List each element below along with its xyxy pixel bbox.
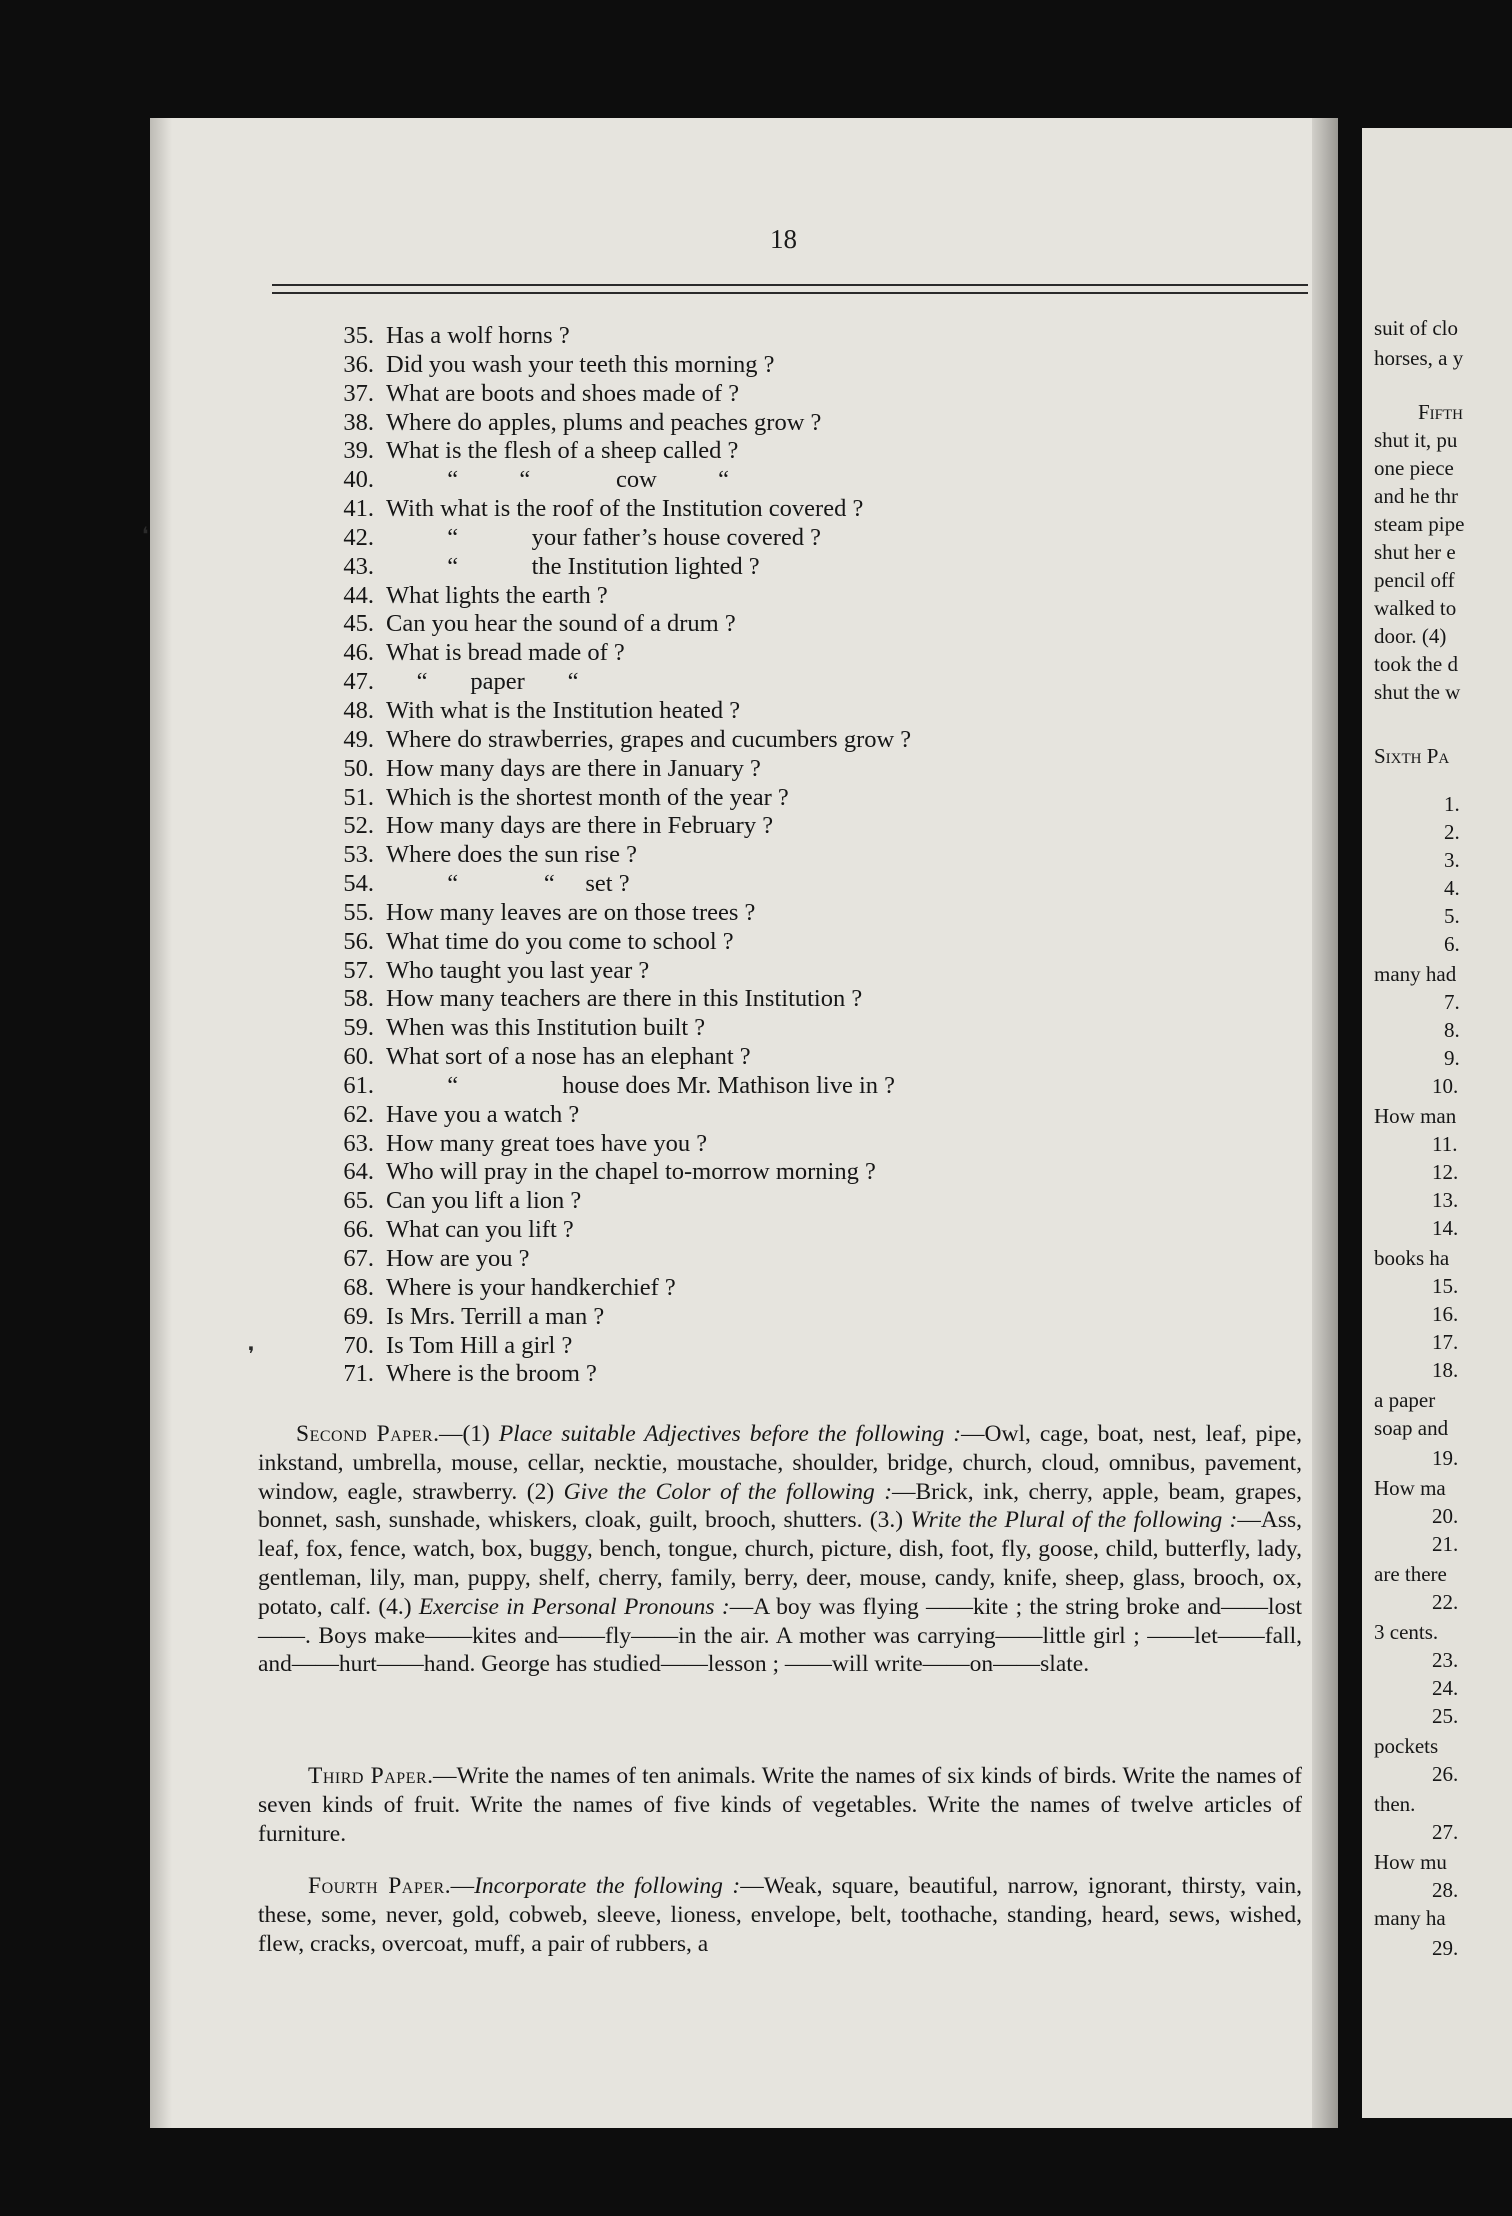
third-paper-text: .—Write the names of ten animals. Write the names of six kinds of birds. Write the names of seven kinds of fruit. Write the names of five kinds of vegetables. Write the names of twelve articles of furniture. xyxy=(258,1763,1302,1847)
right-page-fragment: 16. xyxy=(1432,1302,1459,1326)
right-page-fragment: 24. xyxy=(1432,1676,1459,1700)
right-page-fragment: 21. xyxy=(1432,1532,1459,1556)
question-number: 46. xyxy=(343,639,374,667)
question-item xyxy=(318,466,1318,495)
right-page-fragment: 25. xyxy=(1432,1704,1459,1728)
second-paper-text-2: —Brick, ink, cherry, apple, beam, grapes, bonnet, sash, sunshade, whiskers, cloak, guilt, brooch, shutters. (3.) xyxy=(258,1478,1302,1534)
question-text: How many days are there in February ? xyxy=(386,812,774,840)
right-page-fragment: many had xyxy=(1374,962,1457,986)
question-item xyxy=(318,899,1318,928)
right-page-fragment: 18. xyxy=(1432,1358,1459,1382)
question-text: Have you a watch ? xyxy=(386,1100,580,1128)
question-text: Which is the shortest month of the year ? xyxy=(386,783,789,811)
question-number: 48. xyxy=(343,696,374,724)
question-number: 47. xyxy=(343,668,374,696)
question-item xyxy=(318,582,1318,611)
right-page-fragment: one piece xyxy=(1374,456,1454,480)
question-number: 71. xyxy=(343,1360,374,1388)
right-page-fragment: many ha xyxy=(1374,1906,1446,1930)
question-item xyxy=(318,1303,1318,1332)
question-number: 36. xyxy=(343,350,374,378)
right-page-fragment: 3. xyxy=(1444,848,1460,872)
question-number: 56. xyxy=(343,927,374,955)
question-number: 38. xyxy=(343,408,374,436)
right-page-fragment: shut it, pu xyxy=(1374,428,1458,452)
page-number: 18 xyxy=(770,224,797,254)
question-item xyxy=(318,1014,1318,1043)
second-paper-instruction-4: Exercise in Personal Pronouns : xyxy=(418,1593,730,1620)
question-text: What lights the earth ? xyxy=(386,581,608,609)
page-edge-shadow xyxy=(150,118,172,2128)
question-number: 62. xyxy=(343,1100,374,1128)
question-item xyxy=(318,553,1318,582)
right-page-fragment: 11. xyxy=(1432,1132,1458,1156)
question-number: 68. xyxy=(343,1273,374,1301)
question-number: 51. xyxy=(343,783,374,811)
question-item xyxy=(318,1360,1318,1389)
right-page-fragment: 22. xyxy=(1432,1590,1459,1614)
question-item xyxy=(318,1158,1318,1187)
fourth-paper-text: —Weak, square, beautiful, narrow, ignorant, thirsty, vain, these, some, never, gold, cobweb, sleeve, lioness, envelope, belt, toothache, standing, heard, sews, wished, flew, cracks, overcoat, muff, a pair of rubbers, a xyxy=(258,1873,1302,1957)
right-page-fragment: 19. xyxy=(1432,1446,1459,1470)
right-page-fragment: 12. xyxy=(1432,1160,1459,1184)
right-page-fragment: books ha xyxy=(1374,1246,1450,1270)
question-text: What time do you come to school ? xyxy=(386,927,734,955)
question-item xyxy=(318,755,1318,784)
question-item xyxy=(318,1101,1318,1130)
right-page-fragment: 7. xyxy=(1444,990,1460,1014)
question-item xyxy=(318,726,1318,755)
question-item xyxy=(318,351,1318,380)
right-page-fragment: 20. xyxy=(1432,1504,1459,1528)
question-text: When was this Institution built ? xyxy=(386,1014,706,1042)
question-text: “ your father’s house covered ? xyxy=(386,523,821,551)
question-text: Can you lift a lion ? xyxy=(386,1187,582,1215)
question-item xyxy=(318,1245,1318,1274)
question-number: 42. xyxy=(343,523,374,551)
fourth-paper-dash: .— xyxy=(444,1873,475,1899)
question-item xyxy=(318,409,1318,438)
right-page-fragment: walked to xyxy=(1374,596,1457,620)
right-page-fragment: door. (4) xyxy=(1374,624,1447,648)
question-item xyxy=(318,639,1318,668)
question-text: Has a wolf horns ? xyxy=(386,322,570,349)
question-item xyxy=(318,1043,1318,1072)
question-text: What sort of a nose has an elephant ? xyxy=(386,1043,751,1071)
right-page-fragment: 9. xyxy=(1444,1046,1460,1070)
question-number: 66. xyxy=(343,1216,374,1244)
question-text: “ “ cow “ xyxy=(386,466,729,494)
second-paper-paragraph xyxy=(258,1420,1302,1679)
question-item xyxy=(318,1072,1318,1101)
question-text: Where is the broom ? xyxy=(386,1360,597,1388)
question-number: 40. xyxy=(343,466,374,494)
right-page-fragment: and he thr xyxy=(1374,484,1458,508)
right-page-fragment: took the d xyxy=(1374,652,1458,676)
question-text: What is the flesh of a sheep called ? xyxy=(386,437,739,465)
right-page-fragment: 8. xyxy=(1444,1018,1460,1042)
question-text: Where is your handkerchief ? xyxy=(386,1273,676,1301)
question-item xyxy=(318,1187,1318,1216)
question-number: 55. xyxy=(343,898,374,926)
right-page-fragment: 17. xyxy=(1432,1330,1459,1354)
question-text: Is Tom Hill a girl ? xyxy=(386,1331,573,1359)
right-page-fragment: 4. xyxy=(1444,876,1460,900)
header-rule-top xyxy=(272,284,1308,286)
question-item xyxy=(318,957,1318,986)
question-number: 58. xyxy=(343,985,374,1013)
right-page-fragment: How ma xyxy=(1374,1476,1446,1500)
right-page-fragment: 13. xyxy=(1432,1188,1459,1212)
question-item xyxy=(318,1216,1318,1245)
question-item xyxy=(318,1332,1318,1361)
right-page-fragment: are there xyxy=(1374,1562,1447,1586)
question-item xyxy=(318,322,1318,351)
question-number: 39. xyxy=(343,437,374,465)
question-item xyxy=(318,870,1318,899)
second-paper-instruction-1: Place suitable Adjectives before the following : xyxy=(498,1421,962,1447)
question-text: “ “ set ? xyxy=(386,870,630,898)
question-item xyxy=(318,1130,1318,1159)
question-text: Did you wash your teeth this morning ? xyxy=(386,350,775,378)
question-item xyxy=(318,1274,1318,1303)
question-number: 61. xyxy=(343,1071,374,1099)
right-page-fragment: 29. xyxy=(1432,1936,1459,1960)
question-number: 67. xyxy=(343,1245,374,1272)
right-page-fragment: 28. xyxy=(1432,1878,1459,1902)
right-page-fragment: 3 cents. xyxy=(1374,1620,1439,1644)
right-page-fragment: pencil off xyxy=(1374,568,1455,592)
question-text: Where does the sun rise ? xyxy=(386,841,638,869)
question-item xyxy=(318,437,1318,466)
question-item xyxy=(318,812,1318,841)
question-item xyxy=(318,784,1318,813)
fourth-paper-label: Fourth Paper xyxy=(308,1873,445,1899)
question-number: 52. xyxy=(343,812,374,840)
right-page-fragment: 2. xyxy=(1444,820,1460,844)
right-page-fragment: a paper xyxy=(1374,1388,1436,1412)
right-page xyxy=(1362,128,1512,2118)
question-number: 65. xyxy=(343,1187,374,1215)
question-number: 57. xyxy=(343,956,374,984)
question-text: “ paper “ xyxy=(386,668,579,696)
question-text: “ the Institution lighted ? xyxy=(386,552,760,580)
question-text: How many days are there in January ? xyxy=(386,754,761,782)
right-page-fragment: soap and xyxy=(1374,1416,1449,1440)
right-page-fragment: suit of clo xyxy=(1374,316,1458,340)
question-number: 63. xyxy=(343,1129,374,1157)
question-text: Where do apples, plums and peaches grow ? xyxy=(386,408,822,436)
question-item xyxy=(318,610,1318,639)
right-page-fragment: steam pipe xyxy=(1374,512,1465,536)
question-number: 45. xyxy=(343,610,374,638)
margin-mark: ❛ xyxy=(142,524,149,546)
right-page-fragment: then. xyxy=(1374,1792,1416,1816)
right-page-fragment: horses, a y xyxy=(1374,346,1464,370)
question-number: 41. xyxy=(343,495,374,523)
question-item xyxy=(318,495,1318,524)
second-paper-text-1: —Owl, cage, boat, nest, leaf, pipe, inkstand, umbrella, mouse, cellar, necktie, moustache, shoulder, bridge, church, cloud, omnibus, pavement, window, eagle, strawberry. (2) xyxy=(258,1421,1303,1505)
question-number: 43. xyxy=(343,552,374,580)
question-text: With what is the roof of the Institution covered ? xyxy=(386,495,864,523)
question-number: 37. xyxy=(343,379,374,407)
question-text: Can you hear the sound of a drum ? xyxy=(386,610,736,638)
right-page-fragment: pockets xyxy=(1374,1734,1439,1758)
question-item xyxy=(318,697,1318,726)
right-page-fragment: How mu xyxy=(1374,1850,1447,1874)
second-paper-text-4: —A boy was flying ——kite ; the string broke and——lost——. Boys make——kites and——fly——in the air. A mother was carrying——little girl ; ——let——fall, and——hurt——hand. George has studied——lesson ; ——will write——on——slate. xyxy=(258,1593,1302,1678)
question-list xyxy=(318,322,1318,1389)
question-number: 60. xyxy=(343,1043,374,1071)
question-text: What can you lift ? xyxy=(386,1216,574,1244)
question-text: How many leaves are on those trees ? xyxy=(386,898,756,926)
right-page-fragment: How man xyxy=(1374,1104,1457,1128)
margin-mark: ❜ xyxy=(248,1344,255,1366)
question-item xyxy=(318,841,1318,870)
question-text: How many teachers are there in this Institution ? xyxy=(386,985,863,1013)
question-number: 44. xyxy=(343,581,374,609)
question-number: 50. xyxy=(343,754,374,782)
question-number: 59. xyxy=(343,1014,374,1042)
right-page-fragment: 6. xyxy=(1444,932,1460,956)
fourth-paper-paragraph xyxy=(258,1872,1302,1958)
right-page-fragment: 5. xyxy=(1444,904,1460,928)
question-number: 70. xyxy=(343,1331,374,1359)
question-text: Where do strawberries, grapes and cucumbers grow ? xyxy=(386,725,912,753)
right-page-fragment: 27. xyxy=(1432,1820,1459,1844)
right-page-fragment: 10. xyxy=(1432,1074,1459,1098)
question-item xyxy=(318,928,1318,957)
fourth-paper-instruction: Incorporate the following : xyxy=(474,1873,741,1899)
right-page-fragment: Sixth Pa xyxy=(1374,744,1450,768)
second-paper-label: Second Paper xyxy=(296,1421,434,1447)
right-page-fragment: shut her e xyxy=(1374,540,1456,564)
question-text: How many great toes have you ? xyxy=(386,1129,708,1157)
question-text: Who taught you last year ? xyxy=(386,956,650,984)
right-page-fragment: 23. xyxy=(1432,1648,1459,1672)
header-rule-bottom xyxy=(272,292,1308,294)
question-text: Who will pray in the chapel to-morrow morning ? xyxy=(386,1158,876,1186)
third-paper-label: Third Paper xyxy=(308,1763,428,1789)
right-page-fragment: 14. xyxy=(1432,1216,1459,1240)
question-text: How are you ? xyxy=(386,1245,530,1272)
second-paper-dash: .—(1) xyxy=(433,1421,499,1447)
question-number: 49. xyxy=(343,725,374,753)
question-number: 54. xyxy=(343,870,374,898)
third-paper-paragraph xyxy=(258,1762,1302,1848)
right-page-fragment: 1. xyxy=(1444,792,1460,816)
right-page-fragment: shut the w xyxy=(1374,680,1461,704)
question-text: “ house does Mr. Mathison live in ? xyxy=(386,1071,896,1099)
question-item xyxy=(318,524,1318,553)
question-number: 35. xyxy=(343,322,374,349)
question-item xyxy=(318,668,1318,697)
right-page-fragment: 15. xyxy=(1432,1274,1459,1298)
question-text: What is bread made of ? xyxy=(386,639,625,667)
second-paper-instruction-3: Write the Plural of the following : xyxy=(910,1507,1238,1534)
question-text: What are boots and shoes made of ? xyxy=(386,379,740,407)
question-text: Is Mrs. Terrill a man ? xyxy=(386,1302,605,1330)
question-item xyxy=(318,985,1318,1014)
second-paper-text-3: —Ass, leaf, fox, fence, watch, box, buggy, bench, tongue, church, picture, dish, foot, fly, goose, child, butterfly, lady, gentleman, lily, man, puppy, shelf, cherry, family, berry, deer, mouse, candy, knife, sheep, glass, brooch, ox, potato, calf. (4.) xyxy=(258,1507,1302,1620)
question-number: 64. xyxy=(343,1158,374,1186)
right-page-fragment: Fifth xyxy=(1418,400,1464,424)
second-paper-instruction-2: Give the Color of the following : xyxy=(563,1478,893,1505)
question-item xyxy=(318,380,1318,409)
right-page-fragment: 26. xyxy=(1432,1762,1459,1786)
question-number: 69. xyxy=(343,1302,374,1330)
question-text: With what is the Institution heated ? xyxy=(386,696,741,724)
question-number: 53. xyxy=(343,841,374,869)
